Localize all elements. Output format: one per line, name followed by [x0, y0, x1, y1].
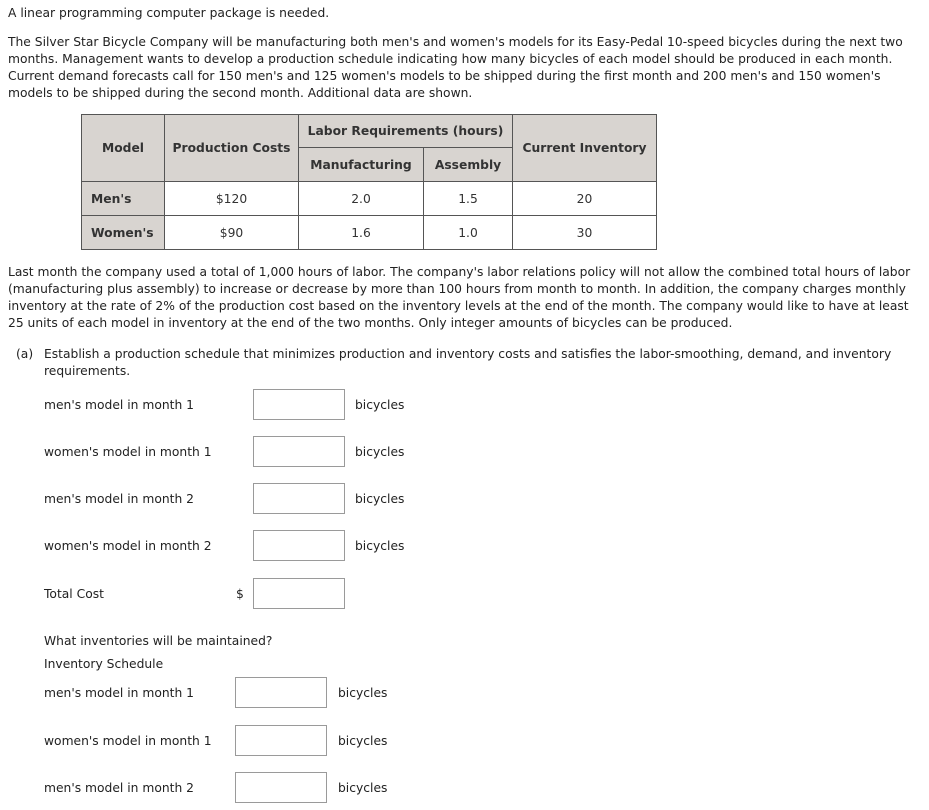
answer-row — [44, 436, 444, 470]
answer-row — [44, 483, 444, 517]
part-a-label: (a) — [16, 347, 34, 361]
total-cost-input[interactable] — [253, 578, 345, 609]
header-model: Model — [82, 115, 165, 182]
row-model: Women's — [82, 216, 165, 250]
inventory-input-women-month-1[interactable] — [235, 725, 327, 756]
policy-line: inventory at the rate of 2% of the production cost based on the inventory levels at the end of the month. The company would like to have at least — [8, 299, 909, 313]
answer-label: women's model in month 2 — [44, 539, 212, 553]
inventory-input-men-month-1[interactable] — [235, 677, 327, 708]
row-assembly: 1.5 — [424, 182, 513, 216]
data-table — [81, 114, 657, 250]
inventory-label: women's model in month 1 — [44, 734, 212, 748]
policy-line: (manufacturing plus assembly) to increase or decrease by more than 100 hours from month to month. In addition, the company charges monthly — [8, 282, 906, 296]
inventory-row — [44, 677, 444, 711]
inventory-row — [44, 772, 444, 806]
problem-line: models to be shipped during the second month. Additional data are shown. — [8, 86, 473, 100]
policy-paragraph — [8, 264, 913, 332]
header-production-costs: Production Costs — [165, 115, 299, 182]
row-inventory: 20 — [513, 182, 657, 216]
row-cost: $90 — [165, 216, 299, 250]
part-a-question — [16, 346, 896, 380]
inventory-label: men's model in month 2 — [44, 781, 194, 795]
answer-row — [44, 530, 444, 564]
unit-label: bicycles — [355, 539, 405, 553]
table-row — [82, 216, 657, 250]
unit-label: bicycles — [338, 686, 388, 700]
answer-input-men-month-1[interactable] — [253, 389, 345, 420]
intro-text: A linear programming computer package is needed. — [8, 6, 330, 20]
row-assembly: 1.0 — [424, 216, 513, 250]
table-row — [82, 182, 657, 216]
inventory-row — [44, 725, 444, 759]
unit-label: bicycles — [338, 734, 388, 748]
question-line: Establish a production schedule that minimizes production and inventory costs and satisfies the labor-smoothing, demand, and inventory — [44, 347, 892, 361]
inventory-input-men-month-2[interactable] — [235, 772, 327, 803]
answer-input-men-month-2[interactable] — [253, 483, 345, 514]
header-assembly: Assembly — [424, 148, 513, 182]
problem-line: The Silver Star Bicycle Company will be manufacturing both men's and women's models for its Easy-Pedal 10-speed bicycles during the next two — [8, 35, 903, 49]
policy-line: 25 units of each model in inventory at the end of the two months. Only integer amounts of bicycles can be produced. — [8, 316, 733, 330]
answer-row — [44, 389, 444, 423]
row-inventory: 30 — [513, 216, 657, 250]
total-cost-label: Total Cost — [44, 587, 104, 601]
inventory-question: What inventories will be maintained? — [44, 634, 273, 648]
policy-line: Last month the company used a total of 1,000 hours of labor. The company's labor relations policy will not allow the combined total hours of labor — [8, 265, 911, 279]
problem-line: months. Management wants to develop a production schedule indicating how many bicycles of each model should be produced in each month. — [8, 52, 893, 66]
header-manufacturing: Manufacturing — [299, 148, 424, 182]
problem-line: Current demand forecasts call for 150 men's and 125 women's models to be shipped during the first month and 200 men's and 150 women's — [8, 69, 881, 83]
unit-label: bicycles — [355, 398, 405, 412]
unit-label: bicycles — [338, 781, 388, 795]
currency-symbol: $ — [236, 587, 244, 601]
unit-label: bicycles — [355, 492, 405, 506]
inventory-label: men's model in month 1 — [44, 686, 194, 700]
answer-label: men's model in month 2 — [44, 492, 194, 506]
problem-statement — [8, 34, 913, 102]
answer-label: women's model in month 1 — [44, 445, 212, 459]
header-labor-requirements: Labor Requirements (hours) — [299, 115, 513, 148]
answer-input-women-month-2[interactable] — [253, 530, 345, 561]
row-manufacturing: 1.6 — [299, 216, 424, 250]
answer-label: men's model in month 1 — [44, 398, 194, 412]
answer-input-women-month-1[interactable] — [253, 436, 345, 467]
inventory-heading: Inventory Schedule — [44, 657, 164, 671]
header-current-inventory: Current Inventory — [513, 115, 657, 182]
question-line: requirements. — [44, 364, 131, 378]
row-model: Men's — [82, 182, 165, 216]
total-cost-row — [44, 578, 444, 612]
row-manufacturing: 2.0 — [299, 182, 424, 216]
row-cost: $120 — [165, 182, 299, 216]
unit-label: bicycles — [355, 445, 405, 459]
